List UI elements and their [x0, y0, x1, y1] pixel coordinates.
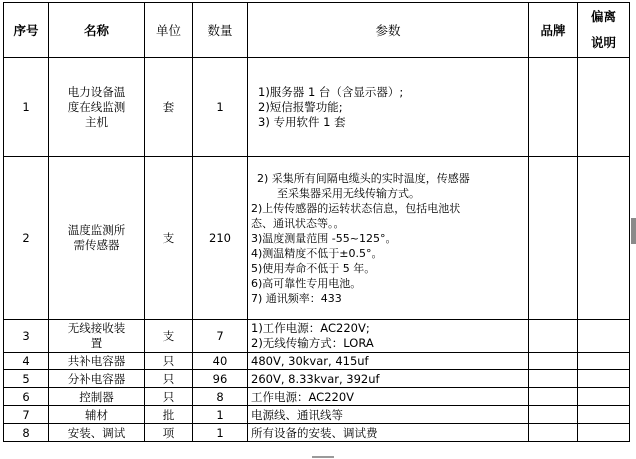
param-line: 4)测温精度不低于±0.5°。: [251, 246, 383, 260]
row-params: [248, 58, 529, 157]
row-name-line: 需传感器: [73, 238, 120, 252]
header-seq: 序号: [4, 3, 49, 58]
param-line: 5)使用寿命不低于 5 年。: [251, 261, 376, 275]
row-qty: 1: [193, 58, 248, 157]
row-unit: 支: [145, 320, 193, 353]
row-params: [248, 320, 529, 353]
row-params: 260V, 8.33kvar, 392uf: [248, 370, 529, 388]
row-params: [248, 157, 529, 320]
header-row: [4, 3, 630, 58]
row-name: 分补电容器: [49, 370, 145, 388]
row-params: 工作电源：AC220V: [248, 388, 529, 406]
row-params: 480V, 30kvar, 415uf: [248, 353, 529, 370]
table-row: [4, 388, 630, 406]
row-name: 辅材: [49, 406, 145, 424]
row-brand: [529, 320, 578, 353]
row-unit: 套: [145, 58, 193, 157]
row-seq: 4: [4, 353, 49, 370]
row-deviation: [578, 157, 630, 320]
scrollbar-handle[interactable]: [631, 218, 636, 244]
row-seq: 7: [4, 406, 49, 424]
param-line: 2)上传传感器的运转状态信息，包括电池状: [251, 201, 461, 215]
row-unit: 批: [145, 406, 193, 424]
row-brand: [529, 406, 578, 424]
param-line: 态、通讯状态等。。: [251, 216, 345, 230]
header-deviation-line1: 偏离: [590, 9, 616, 24]
header-deviation: [578, 3, 630, 58]
row-brand: [529, 424, 578, 442]
table-row: [4, 58, 630, 157]
row-qty: 7: [193, 320, 248, 353]
row-brand: [529, 388, 578, 406]
row-unit: 支: [145, 157, 193, 320]
row-deviation: [578, 388, 630, 406]
page-edge-mark: [312, 456, 334, 458]
row-params: 电源线、通讯线等: [248, 406, 529, 424]
row-name-line: 主机: [85, 114, 108, 129]
row-seq: 5: [4, 370, 49, 388]
row-qty: 210: [193, 157, 248, 320]
table-row: [4, 406, 630, 424]
table-row: [4, 370, 630, 388]
row-name-line: 无线接收装: [67, 321, 126, 335]
header-unit: 单位: [145, 3, 193, 58]
param-line: 2) 采集所有间隔电缆头的实时温度，传感器: [257, 171, 470, 185]
row-seq: 6: [4, 388, 49, 406]
row-name: [49, 58, 145, 157]
header-brand: 品牌: [529, 3, 578, 58]
row-deviation: [578, 424, 630, 442]
row-brand: [529, 58, 578, 157]
param-line: 1)服务器 1 台（含显示器）;: [258, 84, 404, 99]
table-row: [4, 320, 630, 353]
row-deviation: [578, 406, 630, 424]
row-name-line: 置: [90, 336, 103, 350]
header-qty: 数量: [193, 3, 248, 58]
param-line: 3) 专用软件 1 套: [258, 114, 346, 129]
row-name-line: 温度监测所: [67, 223, 126, 237]
row-brand: [529, 370, 578, 388]
row-params: 所有设备的安装、调试费: [248, 424, 529, 442]
row-name-line: 电力设备温: [67, 84, 126, 99]
row-name: [49, 320, 145, 353]
row-seq: 8: [4, 424, 49, 442]
table-row: [4, 157, 630, 320]
row-deviation: [578, 353, 630, 370]
row-qty: 40: [193, 353, 248, 370]
row-qty: 8: [193, 388, 248, 406]
row-qty: 1: [193, 406, 248, 424]
row-unit: 只: [145, 370, 193, 388]
table-row: [4, 353, 630, 370]
row-deviation: [578, 370, 630, 388]
row-brand: [529, 353, 578, 370]
row-qty: 1: [193, 424, 248, 442]
row-unit: 只: [145, 388, 193, 406]
header-name: 名称: [49, 3, 145, 58]
row-seq: 1: [4, 58, 49, 157]
param-line: 至采集器采用无线传输方式。: [277, 186, 420, 200]
param-line: 2)短信报警功能;: [258, 99, 343, 114]
row-unit: 只: [145, 353, 193, 370]
row-name: [49, 157, 145, 320]
row-unit: 项: [145, 424, 193, 442]
row-seq: 3: [4, 320, 49, 353]
header-deviation-line2: 说明: [590, 35, 616, 50]
header-params: 参数: [248, 3, 529, 58]
row-name: 控制器: [49, 388, 145, 406]
param-line: 3)温度测量范围 -55~125°。: [251, 231, 397, 245]
row-seq: 2: [4, 157, 49, 320]
row-qty: 96: [193, 370, 248, 388]
table-row: [4, 424, 630, 442]
row-brand: [529, 157, 578, 320]
param-line: 6)高可靠性专用电池。: [251, 276, 362, 290]
row-name: 共补电容器: [49, 353, 145, 370]
row-deviation: [578, 320, 630, 353]
row-deviation: [578, 58, 630, 157]
param-line: 7) 通讯频率：433: [251, 291, 342, 305]
equipment-spec-table: [3, 2, 630, 442]
param-line: 1)工作电源：AC220V;: [251, 321, 370, 335]
row-name-line: 度在线监测: [67, 99, 126, 114]
row-name: 安装、调试: [49, 424, 145, 442]
param-line: 2)无线传输方式：LORA: [251, 336, 374, 350]
